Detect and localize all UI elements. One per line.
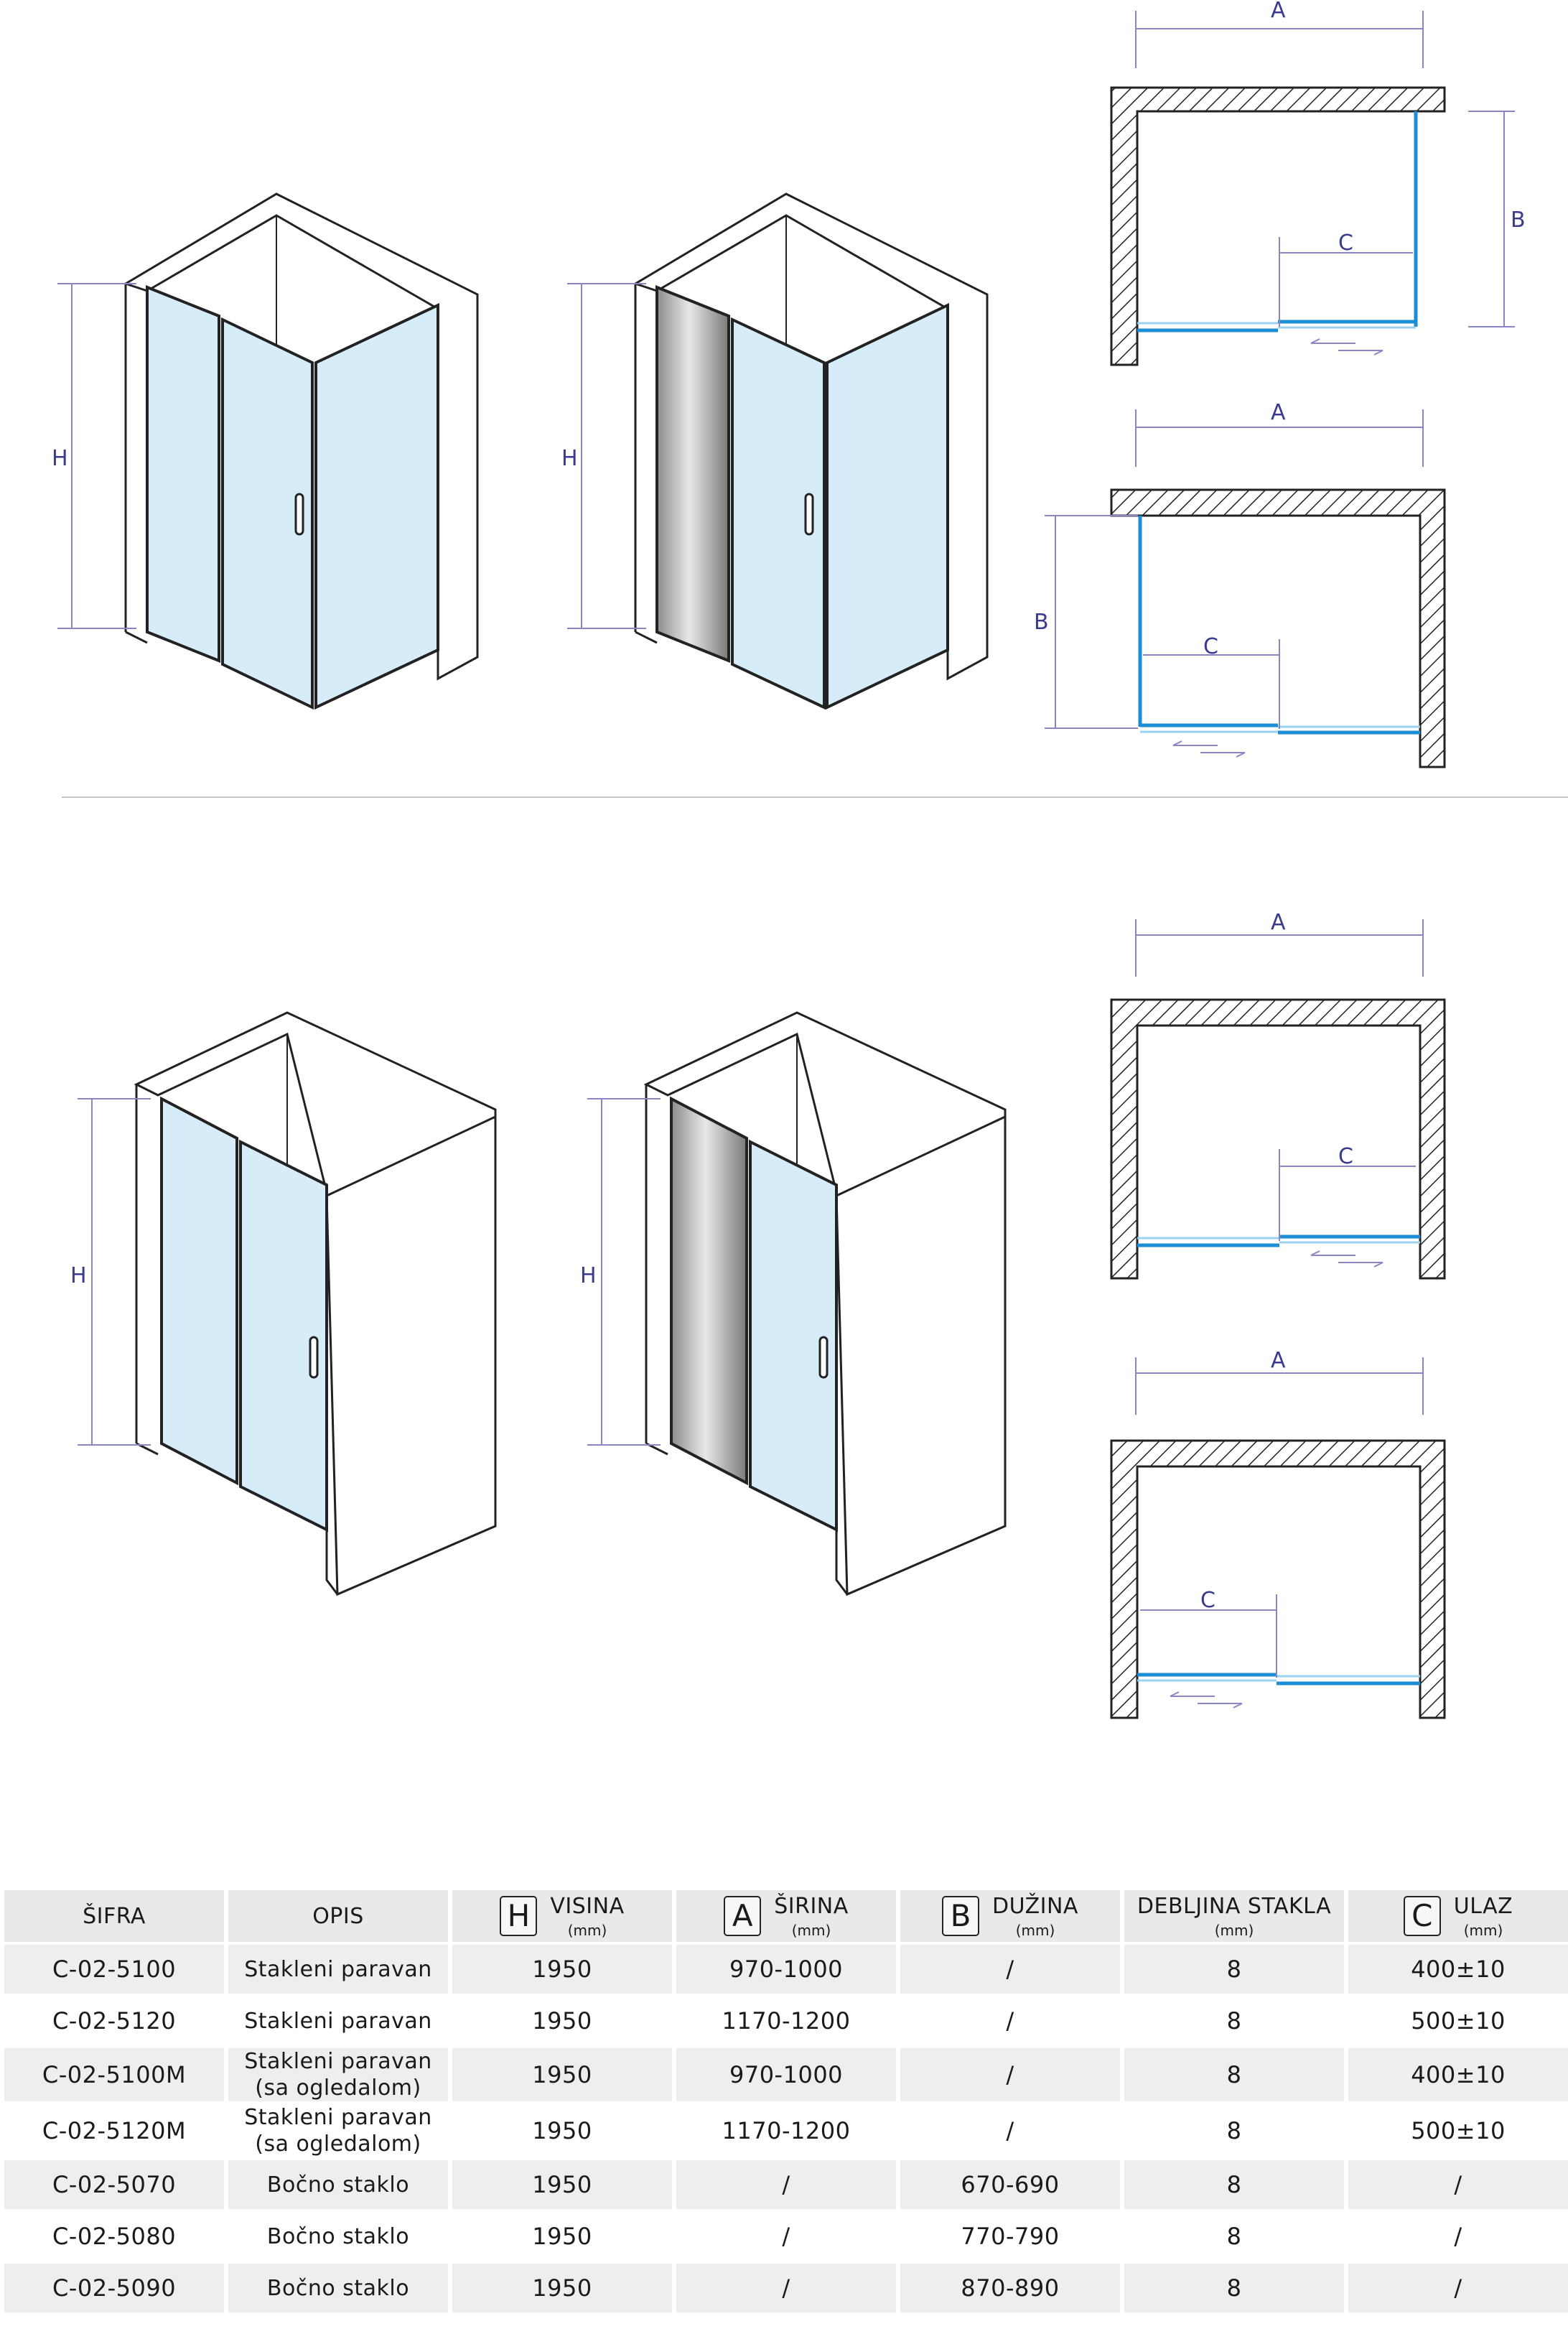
spec-table <box>0 1887 1568 2315</box>
length-icon: B <box>942 1896 979 1936</box>
header-debljina: DEBLJINA STAKLA (mm) <box>1124 1890 1344 1942</box>
width-icon: A <box>724 1896 761 1936</box>
label-c: C <box>1338 231 1353 256</box>
label-a: A <box>1271 1348 1286 1373</box>
plan-recess-left <box>1111 1348 1445 1718</box>
height-icon: H <box>500 1896 537 1936</box>
plan-recess-right <box>1111 910 1445 1278</box>
header-sirina: A ŠIRINA (mm) <box>676 1890 896 1942</box>
label-c: C <box>1203 634 1218 659</box>
table-header-row <box>4 1890 1568 1942</box>
cell-ulaz: 400±10 <box>1348 1945 1568 1994</box>
cell-duzina: 870-890 <box>900 2264 1120 2312</box>
cell-visina: 1950 <box>452 2048 672 2101</box>
cell-duzina: 670-690 <box>900 2160 1120 2209</box>
cell-sifra: C-02-5100M <box>4 2048 224 2101</box>
label-b: B <box>1034 610 1049 635</box>
header-duzina: B DUŽINA (mm) <box>900 1890 1120 1942</box>
cell-visina: 1950 <box>452 2104 672 2157</box>
label-h: H <box>70 1263 87 1288</box>
cell-sirina: 1170-1200 <box>676 1996 896 2045</box>
cell-sifra: C-02-5080 <box>4 2212 224 2261</box>
cell-opis: Bočno staklo <box>228 2160 448 2209</box>
iso-recess-enclosure-mirror <box>580 1013 1005 1594</box>
cell-ulaz: 500±10 <box>1348 1996 1568 2045</box>
header-ulaz: C ULAZ (mm) <box>1348 1890 1568 1942</box>
cell-visina: 1950 <box>452 2264 672 2312</box>
table-row <box>4 1945 1568 1994</box>
cell-debljina: 8 <box>1124 2264 1344 2312</box>
plan-corner-right <box>1111 0 1526 365</box>
cell-ulaz: / <box>1348 2264 1568 2312</box>
header-visina: H VISINA (mm) <box>452 1890 672 1942</box>
cell-sifra: C-02-5120M <box>4 2104 224 2157</box>
cell-opis: Bočno staklo <box>228 2212 448 2261</box>
table-row <box>4 2104 1568 2157</box>
iso-corner-enclosure-mirror <box>561 194 987 707</box>
cell-sirina: 970-1000 <box>676 2048 896 2101</box>
cell-ulaz: 500±10 <box>1348 2104 1568 2157</box>
table-row <box>4 1996 1568 2045</box>
cell-ulaz: / <box>1348 2160 1568 2209</box>
label-h: H <box>561 446 578 471</box>
label-h: H <box>52 446 68 471</box>
cell-visina: 1950 <box>452 1996 672 2045</box>
header-sifra: ŠIFRA <box>4 1890 224 1942</box>
table-row <box>4 2264 1568 2312</box>
cell-ulaz: / <box>1348 2212 1568 2261</box>
height-dimension <box>70 1099 151 1445</box>
cell-duzina: 770-790 <box>900 2212 1120 2261</box>
cell-duzina: / <box>900 2104 1120 2157</box>
cell-visina: 1950 <box>452 2160 672 2209</box>
cell-sifra: C-02-5090 <box>4 2264 224 2312</box>
cell-debljina: 8 <box>1124 2160 1344 2209</box>
label-c: C <box>1200 1588 1215 1613</box>
cell-sirina: 1170-1200 <box>676 2104 896 2157</box>
cell-opis: Stakleni paravan (sa ogledalom) <box>228 2104 448 2157</box>
iso-recess-enclosure <box>70 1013 495 1594</box>
cell-opis: Stakleni paravan (sa ogledalom) <box>228 2048 448 2101</box>
cell-debljina: 8 <box>1124 1996 1344 2045</box>
cell-debljina: 8 <box>1124 1945 1344 1994</box>
cell-sifra: C-02-5100 <box>4 1945 224 1994</box>
cell-duzina: / <box>900 2048 1120 2101</box>
cell-sirina: / <box>676 2160 896 2209</box>
cell-visina: 1950 <box>452 2212 672 2261</box>
table-row <box>4 2212 1568 2261</box>
label-a: A <box>1271 910 1286 935</box>
header-opis: OPIS <box>228 1890 448 1942</box>
entrance-icon: C <box>1404 1896 1441 1936</box>
cell-debljina: 8 <box>1124 2212 1344 2261</box>
label-a: A <box>1271 0 1286 23</box>
height-dimension <box>580 1099 661 1445</box>
iso-corner-enclosure <box>52 194 477 707</box>
cell-sifra: C-02-5070 <box>4 2160 224 2209</box>
cell-debljina: 8 <box>1124 2104 1344 2157</box>
cell-sirina: 970-1000 <box>676 1945 896 1994</box>
cell-duzina: / <box>900 1945 1120 1994</box>
plan-corner-left <box>1034 400 1445 767</box>
cell-sirina: / <box>676 2212 896 2261</box>
cell-sifra: C-02-5120 <box>4 1996 224 2045</box>
cell-duzina: / <box>900 1996 1120 2045</box>
label-a: A <box>1271 400 1286 425</box>
table-row <box>4 2160 1568 2209</box>
cell-opis: Stakleni paravan <box>228 1945 448 1994</box>
cell-ulaz: 400±10 <box>1348 2048 1568 2101</box>
height-dimension <box>52 284 136 628</box>
height-dimension <box>561 284 646 628</box>
cell-sirina: / <box>676 2264 896 2312</box>
cell-opis: Bočno staklo <box>228 2264 448 2312</box>
label-c: C <box>1338 1144 1353 1169</box>
cell-debljina: 8 <box>1124 2048 1344 2101</box>
cell-opis: Stakleni paravan <box>228 1996 448 2045</box>
table-row <box>4 2048 1568 2101</box>
label-b: B <box>1511 208 1526 233</box>
label-h: H <box>580 1263 597 1288</box>
cell-visina: 1950 <box>452 1945 672 1994</box>
